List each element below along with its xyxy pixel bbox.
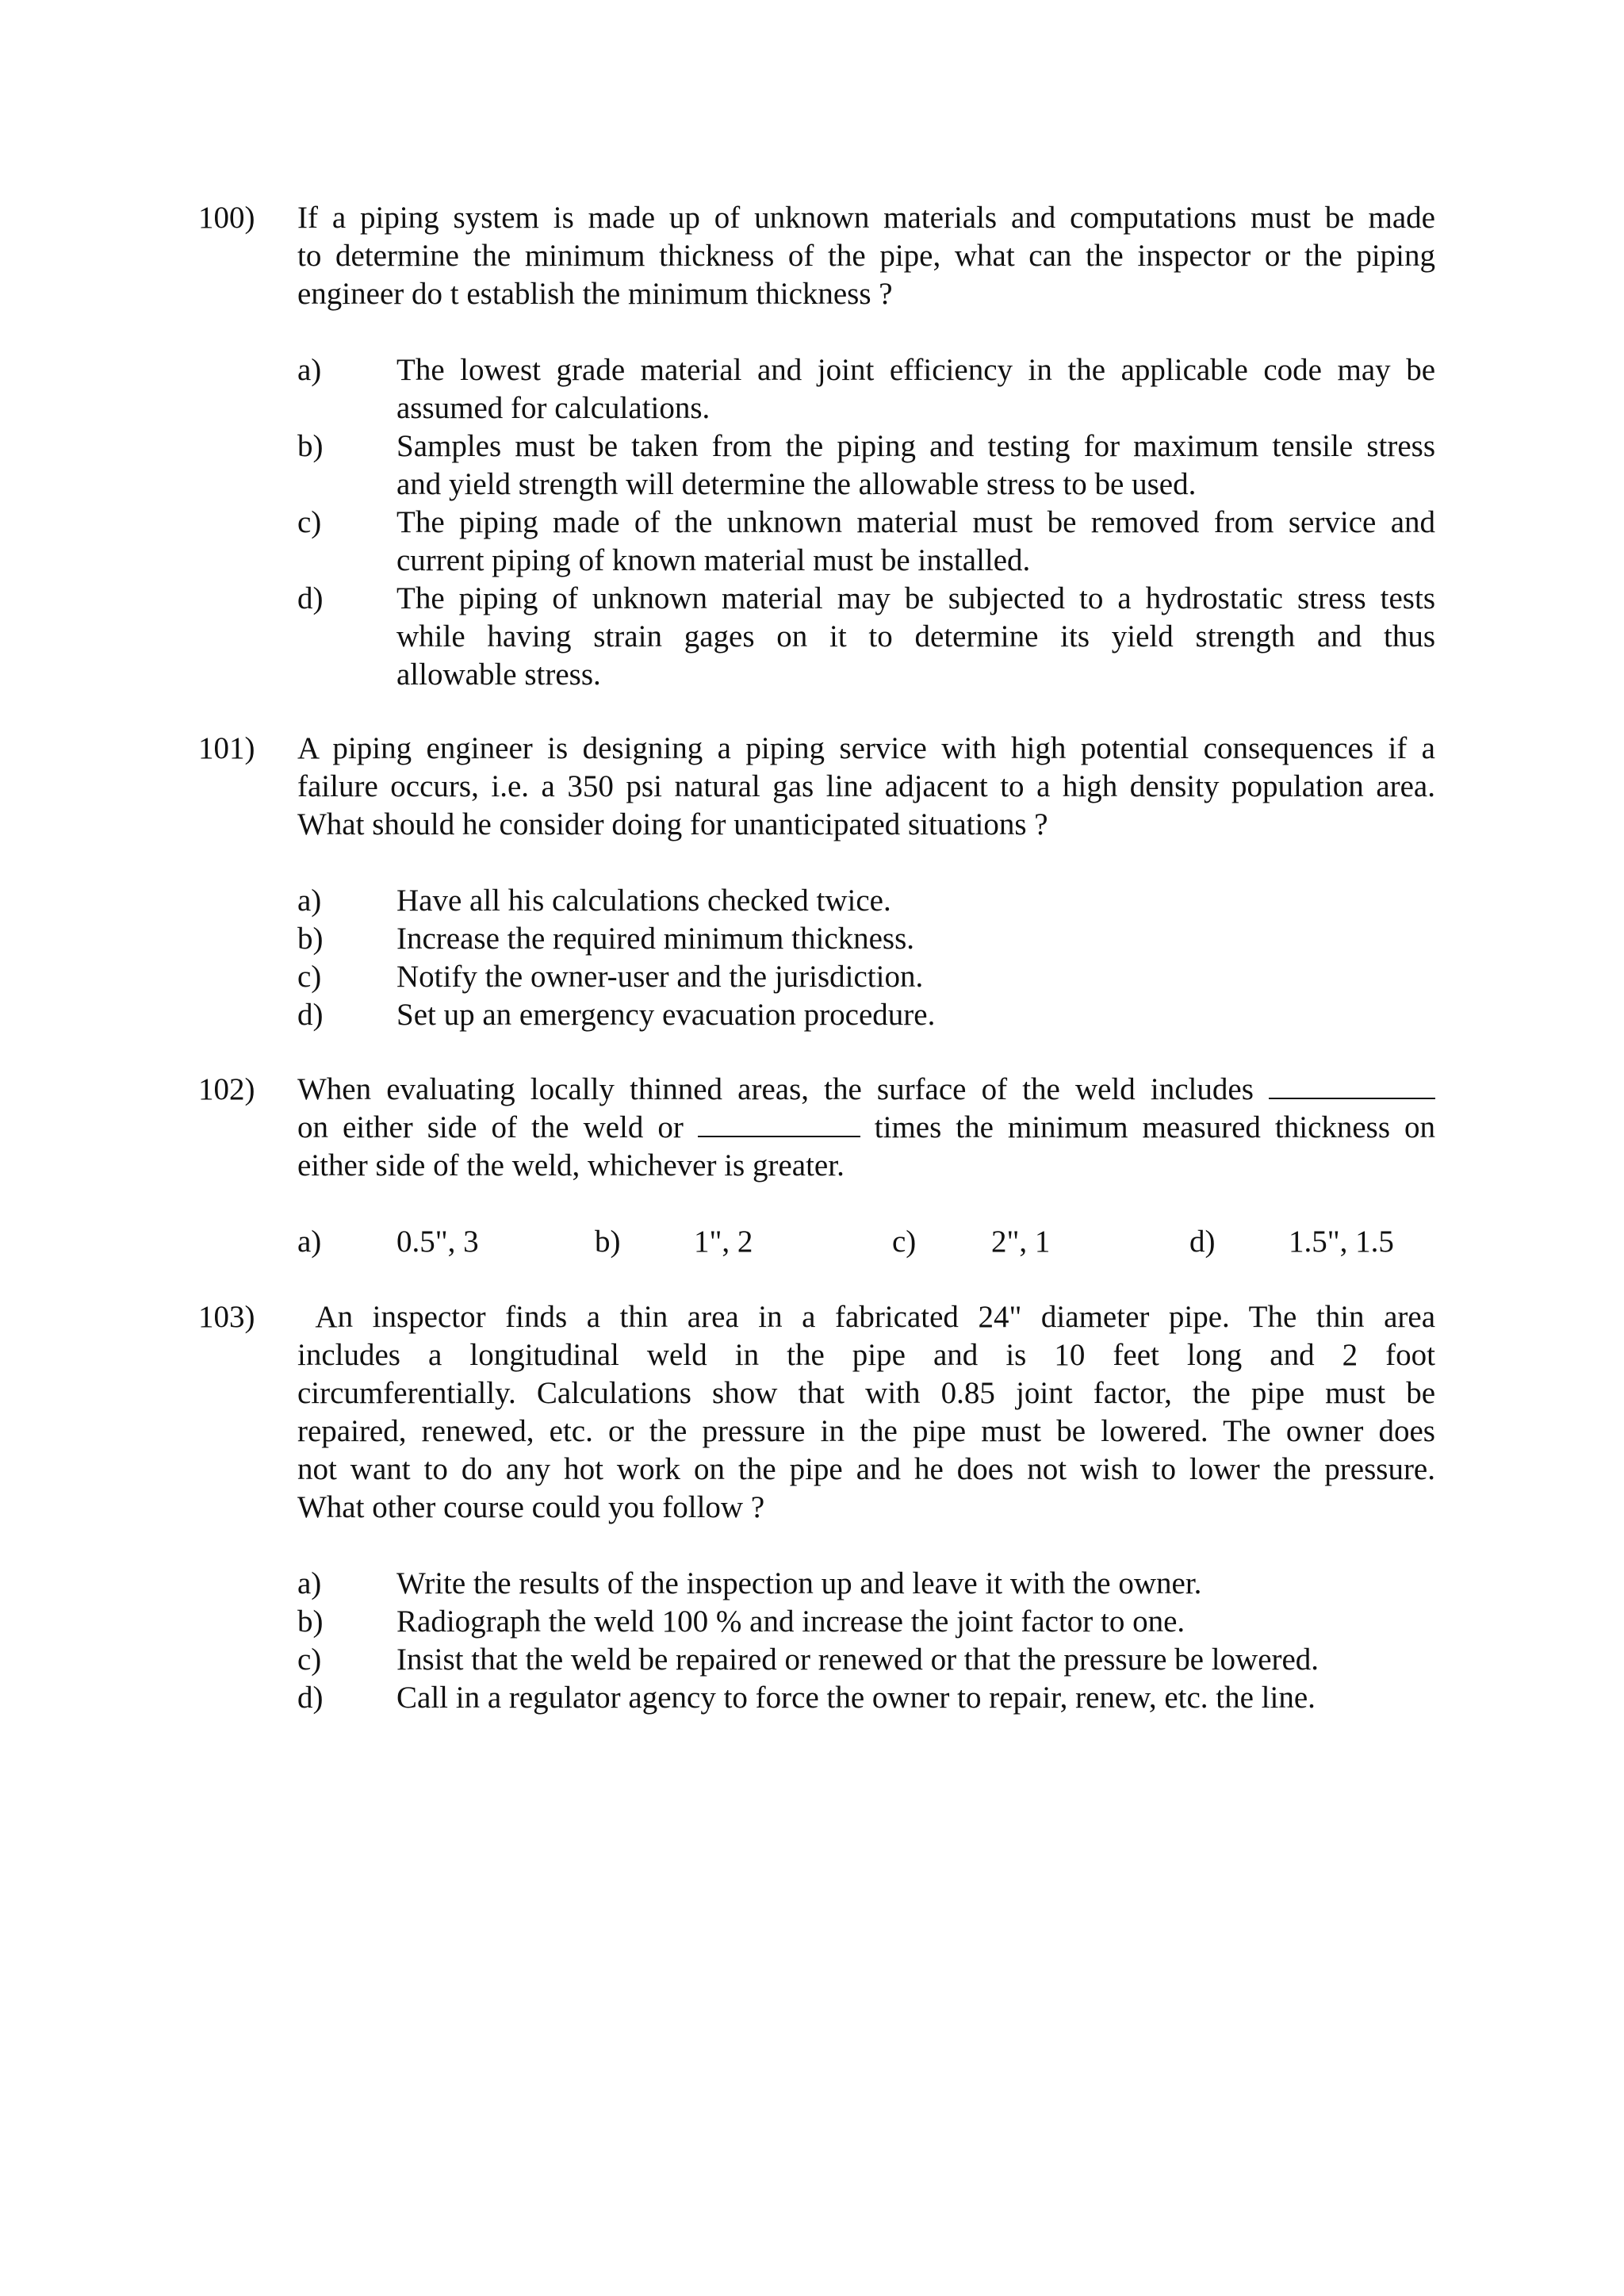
option-text: 0.5", 3 <box>396 1225 479 1259</box>
option-letter: c) <box>892 1225 917 1259</box>
option-letter: a) <box>297 1566 322 1600</box>
option-letter: c) <box>297 1642 322 1677</box>
option-text <box>396 351 1435 427</box>
option-letter: c) <box>297 960 322 994</box>
option-text: Set up an emergency evacuation procedure. <box>396 998 936 1032</box>
answer-option-c <box>297 1641 1435 1679</box>
answer-option-d <box>297 1679 1435 1717</box>
option-letter: d) <box>297 581 324 615</box>
answer-options <box>297 1223 1435 1261</box>
question-line-text: times the minimum measured thickness on <box>874 1110 1436 1144</box>
question-line: circumferentially. Calculations show that with 0.85 joint factor, the pipe must be <box>297 1376 1435 1410</box>
option-letter: a) <box>297 884 322 918</box>
option-letter: a) <box>297 353 322 387</box>
question-line-text: on either side of the weld or <box>297 1110 684 1144</box>
answer-option-a <box>297 882 1435 920</box>
answer-option-a <box>297 1565 1435 1603</box>
answer-options <box>297 351 1435 694</box>
option-line: and yield strength will determine the allowable stress to be used. <box>396 467 1197 501</box>
question-line: includes a longitudinal weld in the pipe and is 10 feet long and 2 foot <box>297 1338 1435 1372</box>
question-line: What other course could you follow ? <box>297 1490 765 1524</box>
question-line: engineer do t establish the minimum thickness ? <box>297 277 893 311</box>
question-line: What should he consider doing for unanticipated situations ? <box>297 807 1048 841</box>
question-text <box>297 199 1435 313</box>
question-line: to determine the minimum thickness of the pipe, what can the inspector or the piping <box>297 239 1435 273</box>
option-text: 2", 1 <box>991 1225 1051 1259</box>
question-text <box>297 1298 1435 1527</box>
answer-option-c <box>297 958 1435 996</box>
option-letter: b) <box>297 1604 324 1639</box>
option-text: 1.5", 1.5 <box>1289 1225 1394 1259</box>
answer-option-b <box>297 1603 1435 1641</box>
option-text: Call in a regulator agency to force the owner to repair, renew, etc. the line. <box>396 1681 1316 1715</box>
option-line: The lowest grade material and joint efficiency in the applicable code may be <box>396 353 1435 387</box>
option-text: Have all his calculations checked twice. <box>396 884 891 918</box>
option-line: current piping of known material must be installed. <box>396 543 1031 577</box>
answer-option-c <box>297 504 1435 580</box>
option-text: 1", 2 <box>694 1225 753 1259</box>
question-line <box>297 1109 1435 1147</box>
fill-in-blank <box>698 1109 860 1137</box>
question-number: 102) <box>198 1072 255 1106</box>
option-text: Radiograph the weld 100 % and increase the joint factor to one. <box>396 1604 1185 1639</box>
answer-option-d <box>297 580 1435 694</box>
question-line-text: When evaluating locally thinned areas, the surface of the weld includes <box>297 1072 1254 1106</box>
question-line: failure occurs, i.e. a 350 psi natural gas line adjacent to a high density population area. <box>297 769 1435 803</box>
option-text: Notify the owner-user and the jurisdiction. <box>396 960 924 994</box>
option-letter: a) <box>297 1225 322 1259</box>
option-text <box>396 427 1435 504</box>
option-letter: b) <box>297 429 324 463</box>
option-letter: b) <box>595 1225 621 1259</box>
option-text: Increase the required minimum thickness. <box>396 922 915 956</box>
option-text: Insist that the weld be repaired or renewed or that the pressure be lowered. <box>396 1642 1320 1677</box>
answer-option-b <box>297 920 1435 958</box>
answer-options <box>297 1565 1435 1717</box>
question-line: If a piping system is made up of unknown materials and computations must be made <box>297 201 1435 235</box>
question-line <box>297 1071 1435 1109</box>
option-text <box>396 580 1435 694</box>
answer-options <box>297 882 1435 1034</box>
option-line: assumed for calculations. <box>396 391 710 425</box>
question-text <box>297 730 1435 844</box>
question-line: not want to do any hot work on the pipe and he does not wish to lower the pressure. <box>297 1452 1435 1486</box>
option-letter: c) <box>297 505 322 539</box>
option-line: while having strain gages on it to determine its yield strength and thus <box>396 619 1435 654</box>
question-line: A piping engineer is designing a piping service with high potential consequences if a <box>297 731 1435 765</box>
option-letter: d) <box>297 998 324 1032</box>
option-letter: d) <box>1189 1225 1216 1259</box>
option-text <box>396 504 1435 580</box>
option-letter: b) <box>297 922 324 956</box>
option-letter: d) <box>297 1681 324 1715</box>
answer-option-b <box>297 427 1435 504</box>
question-number: 100) <box>198 201 255 235</box>
fill-in-blank <box>1269 1071 1435 1099</box>
question-number: 101) <box>198 731 255 765</box>
option-line: The piping of unknown material may be subjected to a hydrostatic stress tests <box>396 581 1435 615</box>
question-line: An inspector finds a thin area in a fabricated 24" diameter pipe. The thin area <box>297 1300 1435 1334</box>
question-text <box>297 1071 1435 1185</box>
answer-option-d <box>297 996 1435 1034</box>
option-line: The piping made of the unknown material must be removed from service and <box>396 505 1435 539</box>
option-line: allowable stress. <box>396 657 601 692</box>
option-line: Samples must be taken from the piping and testing for maximum tensile stress <box>396 429 1435 463</box>
question-line: repaired, renewed, etc. or the pressure in the pipe must be lowered. The owner does <box>297 1414 1435 1448</box>
option-text: Write the results of the inspection up and leave it with the owner. <box>396 1566 1202 1600</box>
question-number: 103) <box>198 1300 255 1334</box>
question-line: either side of the weld, whichever is greater. <box>297 1148 845 1182</box>
answer-option-a <box>297 351 1435 427</box>
